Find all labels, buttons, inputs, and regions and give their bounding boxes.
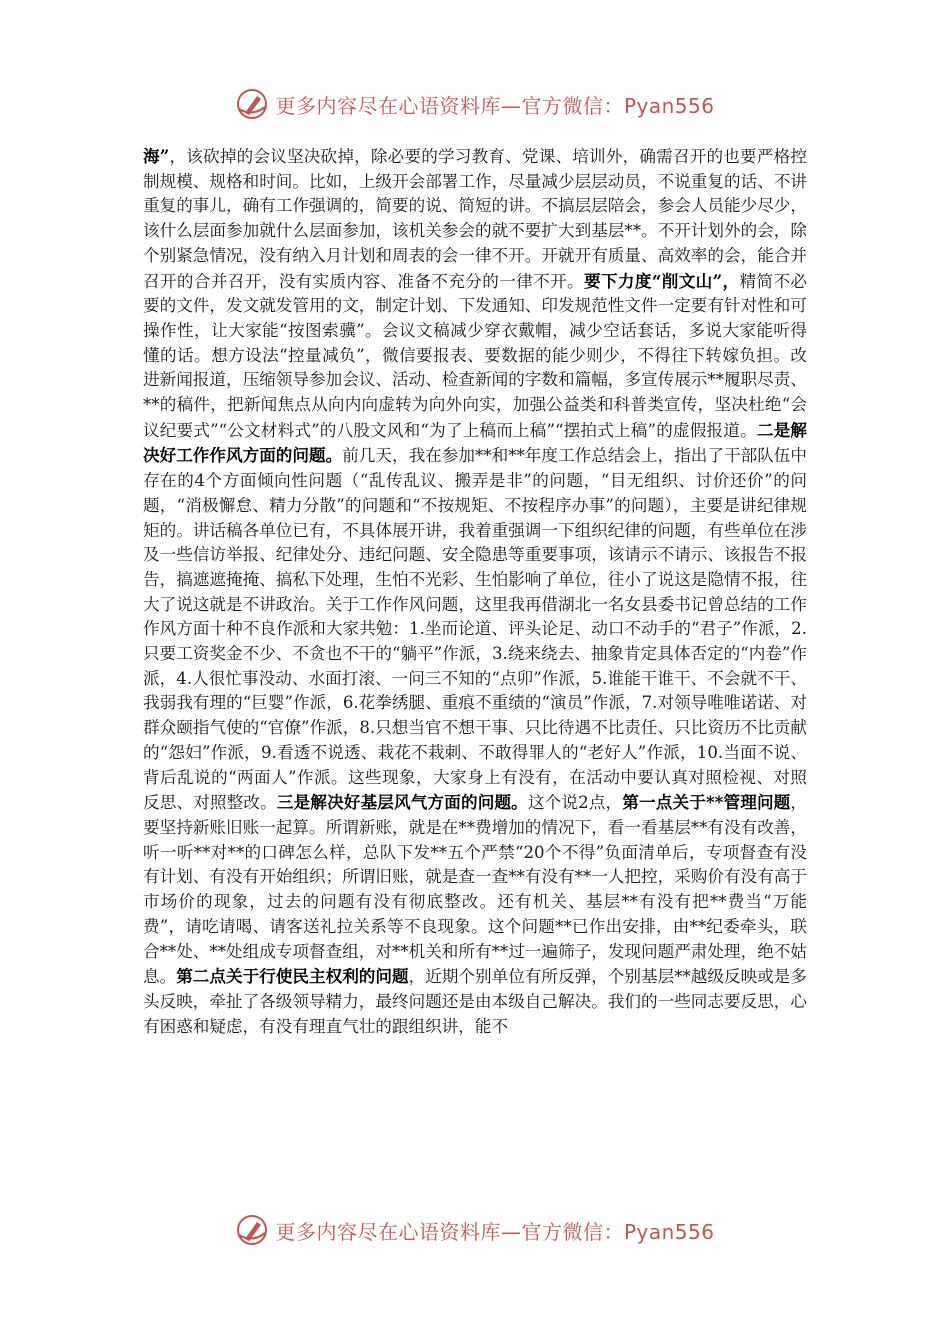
pen-nib-circle-icon — [235, 1213, 269, 1247]
footer-banner-text: 更多内容尽在心语资料库—官方微信：Pyan556 — [275, 1219, 715, 1244]
body-run: 三是解决好基层风气方面的问题。 — [276, 792, 528, 813]
document-body — [143, 144, 807, 1039]
body-run: 第一点关于**管理问题 — [622, 792, 791, 813]
footer-banner — [0, 1210, 950, 1250]
header-banner-text: 更多内容尽在心语资料库—官方微信：Pyan556 — [275, 93, 715, 118]
body-run: ，要坚持新账旧账一起算。所谓新账，就是在**费增加的情况下，看一看基层**有没有改善，听一听**对**的口碑怎么样，总队下发**五个严禁“20个不得”负面清单后，专项督查有没有计划、有没有开始组织；所谓旧账，就是查一查**有没有**一人把控，采购价有没有高于市场价的现象，过去的问题有没有彻底整改。还有机关、基层**有没有把**费当“万能费”，请吃请喝、请客送礼拉关系等不良现象。这个问题**已作出安排，由**纪委牵头，联合**处、**处组成专项督查组，对**机关和所有**过一遍筛子，发现问题严肃处理，绝不姑息。 — [143, 793, 808, 987]
pen-nib-circle-icon — [235, 87, 269, 121]
body-run: 精简不必要的文件，发文就发管用的文，制定计划、下发通知、印发规范性文件一定要有针对性和可操作性，让大家能“按图索骥”。会议文稿减少穿衣戴帽，减少空话套话，多说大家能听得懂的话。想方设法“控量减负”，微信要报表、要数据的能少则少，不得往下转嫁负担。改进新闻报道，压缩领导参加会议、活动、检查新闻的字数和篇幅，多宣传展示**履职尽责、**的稿件，把新闻焦点从向内向虚转为向外向实，加强公益类和科普类宣传，坚决杜绝“会议纪要式”“公文材料式”的八股文风和“为了上稿而上稿”“摆拍式上稿”的虚假报道。 — [143, 271, 808, 440]
body-run: ，近期个别单位有所反弹，个别基层**越级反映或是多头反映，牵扯了各级领导精力，最终问题还是由本级自己解决。我们的一些同志要反思，心有困惑和疑虑，有没有理直气壮的跟组织讲，能不 — [143, 967, 808, 1036]
body-run: 海” — [143, 146, 170, 166]
header-banner — [0, 84, 950, 124]
body-run: ，该砍掉的会议坚决砍掉，除必要的学习教育、党课、培训外，确需召开的也要严格控制规模、规格和时间。比如，上级开会部署工作，尽量减少层层动员，不说重复的话、不讲重复的事儿，确有工作强调的，简要的说、简短的讲。不搞层层陪会，参会人员能少尽少，该什么层面参加就什么层面参加，该机关参会的就不要扩大到基层**。不开计划外的会，除个别紧急情况，没有纳入月计划和周表的会一律不开。开就开有质量、高效率的会，能合并召开的合并召开，没有实质内容、准备不充分的一律不开。 — [143, 147, 807, 291]
body-run: 第二点关于行使民主权利的问题 — [176, 966, 409, 987]
body-run: 前几天，我在参加**和**年度工作总结会上，指出了干部队伍中存在的4个方面倾向性问题（“乱传乱议、搬弄是非”的问题，“目无组织、讨价还价”的问题，“消极懈怠、精力分散”的问题和“不按规矩、不按程序办事”的问题），主要是讲纪律规矩的。讲话稿各单位已有，不具体展开讲，我着重强调一下组织纪律的问题，有些单位在涉及一些信访举报、纪律处分、违纪问题、安全隐患等重要事项，该请示不请示、该报告不报告，搞遮遮掩掩、搞私下处理，生怕不光彩、生怕影响了单位，往小了说这是隐情不报，往大了说这就是不讲政治。关于工作作风问题，这里我再借湖北一名女县委书记曾总结的工作作风方面十种不良作派和大家共勉：1.坐而论道、评头论足、动口不动手的“君子”作派，2.只要工资奖金不少、不贪也不干的“躺平”作派，3.绕来绕去、抽象肯定具体否定的“内卷”作派，4.人很忙事没动、水面打滚、一问三不知的“点卯”作派，5.谁能干谁干、不会就不干、我弱我有理的“巨婴”作派，6.花拳绣腿、重痕不重绩的“演员”作派，7.对领导唯唯诺诺、对群众颐指气使的“官僚”作派，8.只想当官不想干事、只比待遇不比责任、只比资历不比贡献的“怨妇”作派，9.看透不说透、栽花不栽刺、不敢得罪人的“老好人”作派，10.当面不说、背后乱说的“两面人”作派。这些现象，大家身上有没有，在活动中要认真对照检视、对照反思、对照整改。 — [143, 446, 807, 813]
body-run: 要下力度“削文山”， — [584, 270, 740, 291]
body-run: 二是解决好工作作风方面的问题。 — [143, 419, 808, 466]
body-run: 这个说2点， — [527, 793, 623, 813]
